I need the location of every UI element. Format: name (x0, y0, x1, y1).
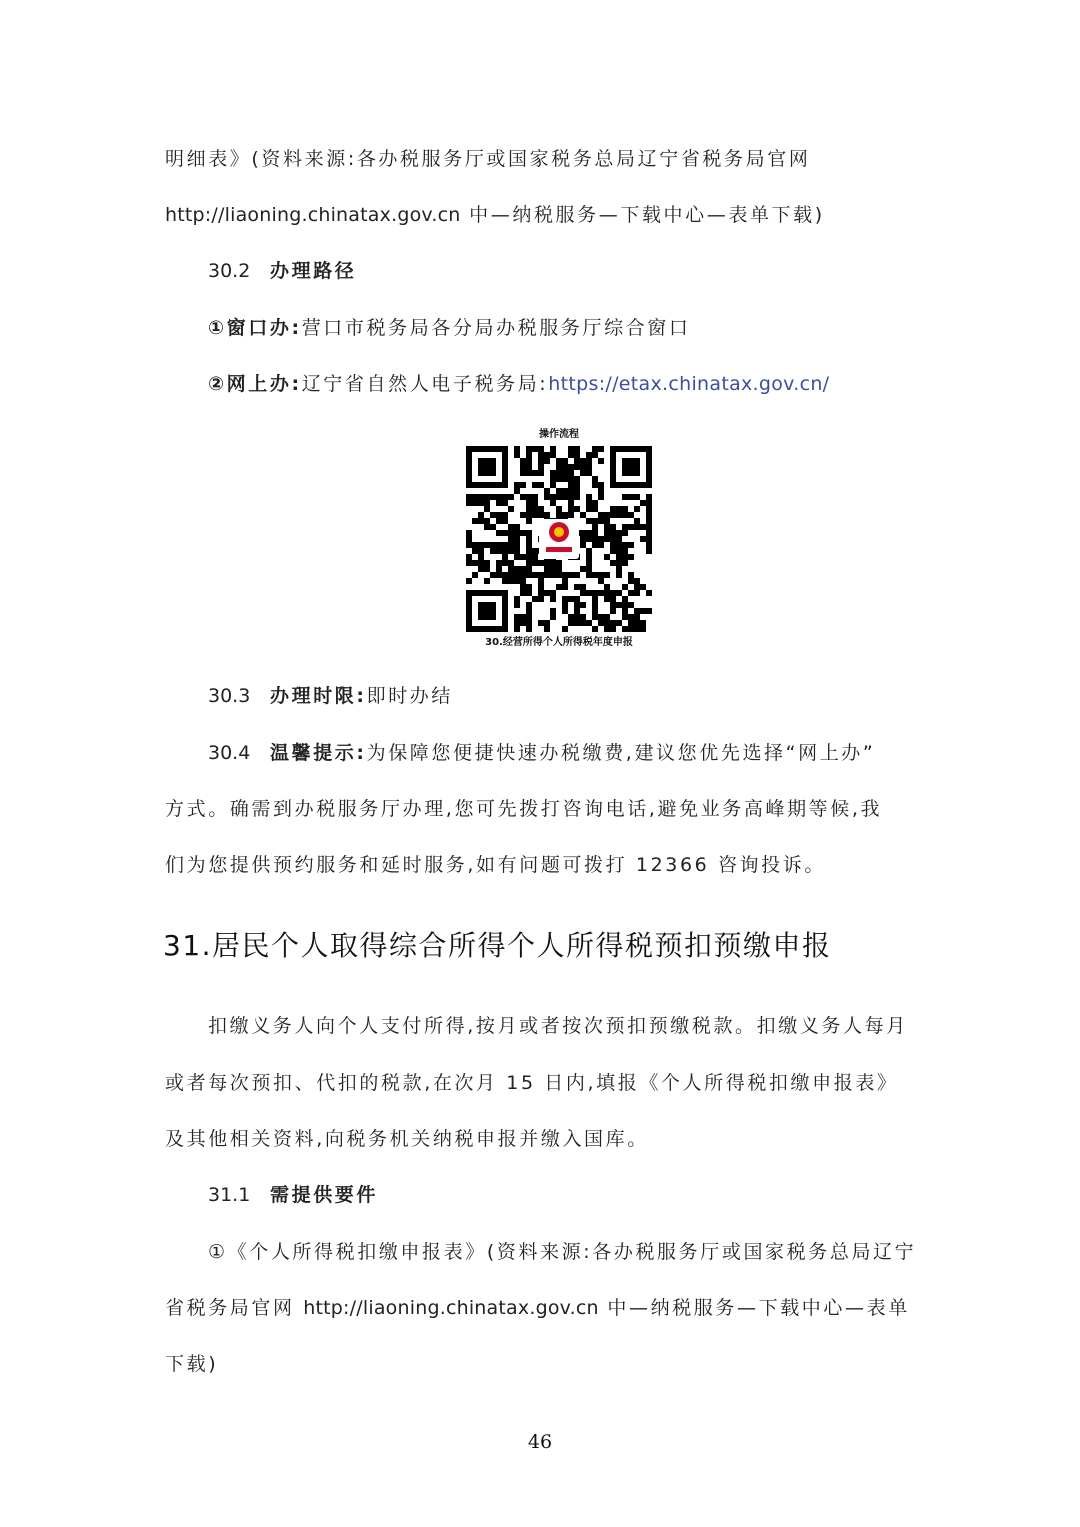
section-text: 为保障您便捷快速办税缴费,建议您优先选择“网上办” (366, 742, 876, 764)
download-url: http://liaoning.chinatax.gov.cn (303, 1297, 599, 1319)
text-line (165, 201, 925, 229)
section-title-31-1 (208, 1181, 925, 1209)
section-title: 办理路径 (270, 260, 357, 282)
text-content: ①《个人所得税扣缴申报表》(资料来源:各办税服务厅或国家税务总局辽宁 (208, 1241, 917, 1263)
text-content: 下载) (165, 1353, 219, 1375)
window-text: 营口市税务局各分局办税服务厅综合窗口 (301, 317, 691, 339)
page-number: 46 (527, 1431, 553, 1453)
etax-link[interactable]: https://etax.chinatax.gov.cn/ (548, 373, 830, 395)
section-heading-31: 31.居民个人取得综合所得个人所得税预扣预缴申报 (163, 929, 832, 962)
text-content: 及其他相关资料,向税务机关纳税申报并缴入国库。 (165, 1128, 649, 1150)
qr-code-block (462, 428, 656, 654)
paragraph-line (165, 1125, 925, 1153)
download-url: http://liaoning.chinatax.gov.cn (165, 204, 461, 226)
text-content: 扣缴义务人向个人支付所得,按月或者按次预扣预缴税款。扣缴义务人每月 (208, 1015, 908, 1037)
section-number: 30.4 (208, 742, 251, 764)
online-service-line (208, 370, 925, 398)
text-line (165, 795, 925, 823)
section-number: 30.2 (208, 260, 251, 282)
online-label: ②网上办: (208, 373, 302, 395)
window-service-line (208, 314, 925, 342)
text-line (165, 851, 925, 879)
section-title: 需提供要件 (270, 1184, 379, 1206)
online-text: 辽宁省自然人电子税务局: (301, 373, 549, 395)
text-content: 中—纳税服务—下载中心—表单下载) (460, 204, 825, 226)
requirement-line (165, 1294, 925, 1322)
requirement-line (208, 1238, 925, 1266)
section-title-30-3 (208, 682, 925, 710)
qr-caption-top: 操作流程 (539, 429, 579, 440)
section-label: 办理时限: (270, 685, 367, 707)
qr-caption-bottom: 30.经营所得个人所得税年度申报 (485, 637, 633, 648)
section-text: 即时办结 (366, 685, 454, 707)
text-line (165, 145, 925, 173)
qr-code-icon[interactable] (466, 446, 652, 632)
text-content: 中—纳税服务—下载中心—表单 (598, 1297, 910, 1319)
section-title-30-4 (208, 739, 925, 767)
section-number: 30.3 (208, 685, 251, 707)
section-title-30-2 (208, 257, 925, 285)
section-number: 31.1 (208, 1184, 251, 1206)
section-label: 温馨提示: (270, 742, 367, 764)
text-content: 明细表》(资料来源:各办税服务厅或国家税务总局辽宁省税务局官网 (165, 148, 811, 170)
paragraph-line (208, 1012, 925, 1040)
text-content: 们为您提供预约服务和延时服务,如有问题可拨打 12366 咨询投诉。 (165, 854, 826, 876)
text-content: 或者每次预扣、代扣的税款,在次月 15 日内,填报《个人所得税扣缴申报表》 (165, 1072, 899, 1094)
window-label: ①窗口办: (208, 317, 302, 339)
text-content: 省税务局官网 (165, 1297, 304, 1319)
text-content: 方式。确需到办税服务厅办理,您可先拨打咨询电话,避免业务高峰期等候,我 (165, 798, 883, 820)
paragraph-line (165, 1069, 925, 1097)
requirement-line (165, 1350, 925, 1378)
